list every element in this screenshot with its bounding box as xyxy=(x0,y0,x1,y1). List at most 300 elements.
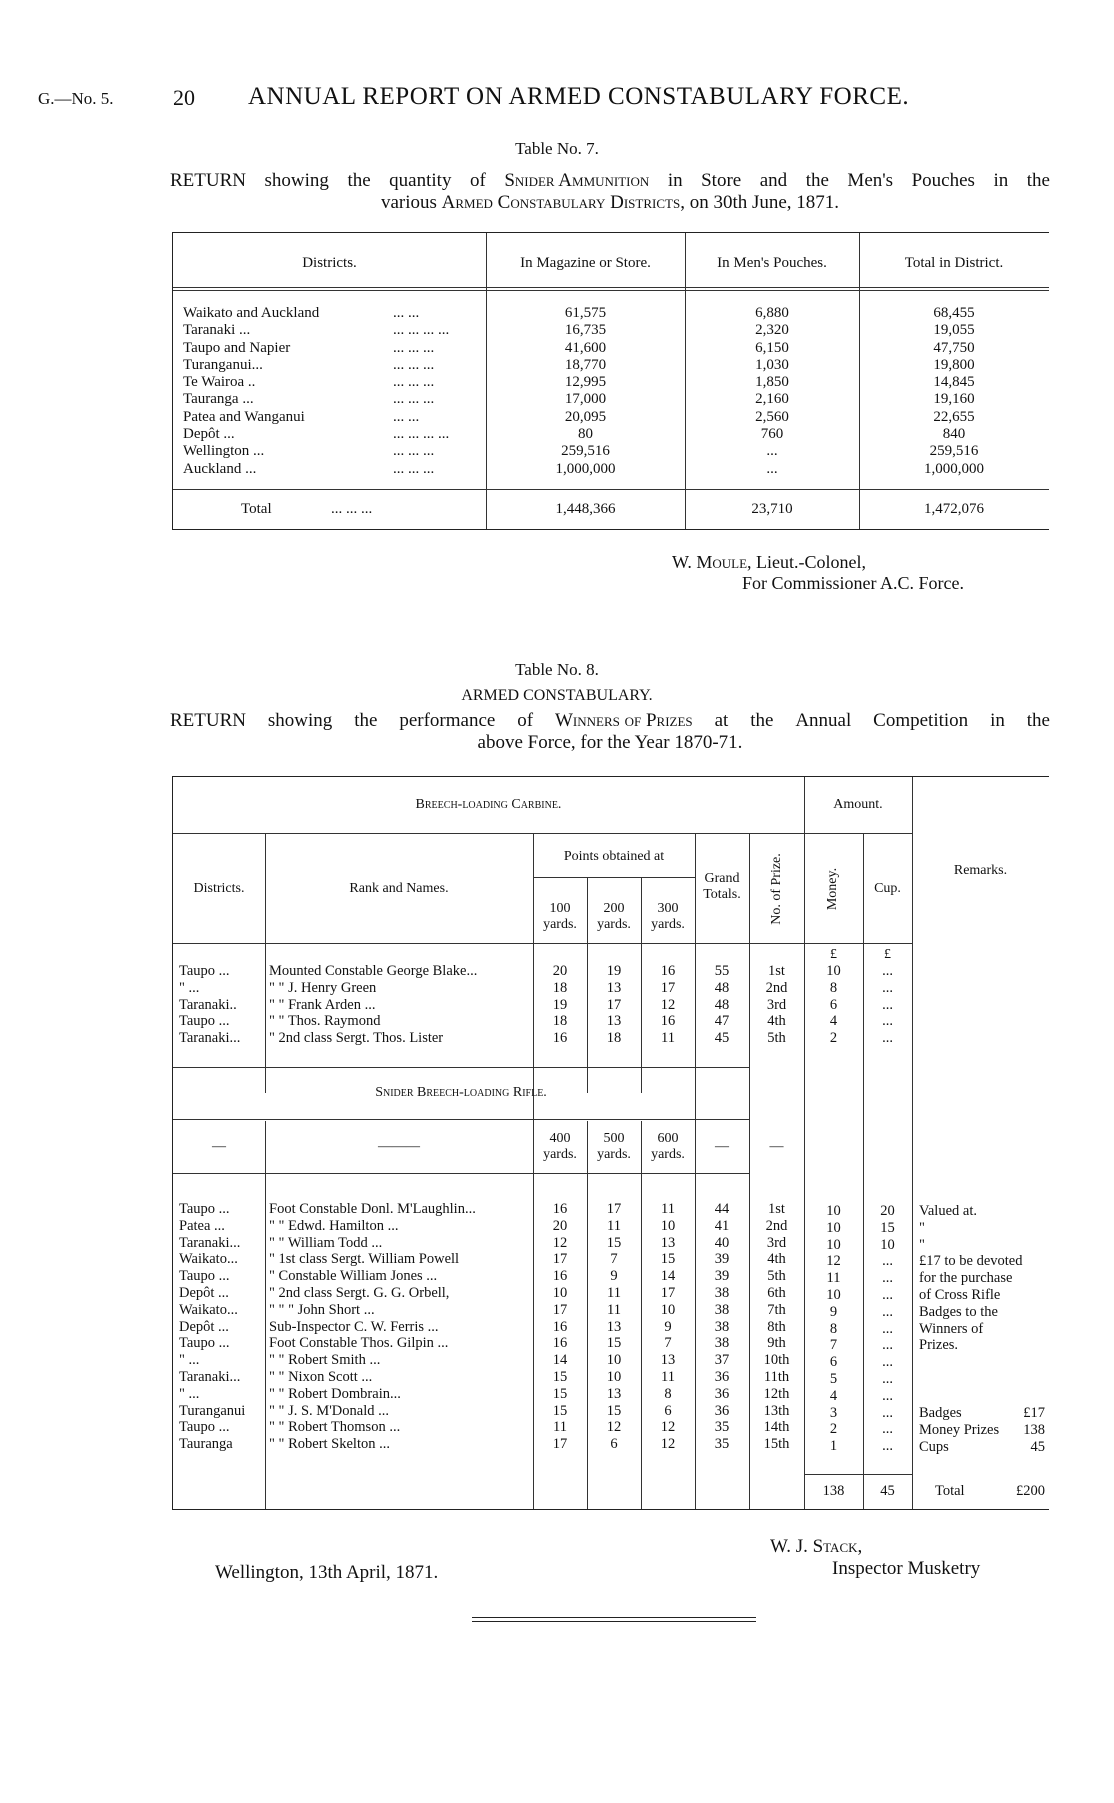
table7-return-line2: various Armed Constabulary Districts, on 30th June, 1871. xyxy=(380,192,840,213)
rifle-p3-cell: 9 xyxy=(664,1318,672,1335)
rifle-name-cell: " " Edwd. Hamilton ... xyxy=(269,1217,399,1234)
rifle-p3-cell: 14 xyxy=(660,1268,676,1285)
rifle-p3-cell: 8 xyxy=(664,1385,672,1402)
heading-word: and xyxy=(759,170,788,191)
carbine-p2-cell: 13 xyxy=(606,1013,622,1030)
rifle-cup-cell: ... xyxy=(882,1370,893,1387)
table7-total-store: 1,448,366 xyxy=(555,501,616,517)
rifle-name-cell: " " J. S. M'Donald ... xyxy=(269,1402,389,1419)
carbine-cup-cell: ... xyxy=(882,996,893,1013)
table7-districts-column xyxy=(183,305,363,478)
heading-word: the xyxy=(347,170,371,191)
table8-return-heading xyxy=(170,710,1050,754)
rifle-cup-cell: ... xyxy=(882,1337,893,1354)
table7-total-pouches: 23,710 xyxy=(751,501,793,517)
table7-district-cell: Auckland ... xyxy=(183,460,257,477)
rifle-total-cell: 38 xyxy=(714,1284,730,1301)
rifle-p3-cell: 11 xyxy=(661,1368,675,1385)
heading-word: Snider Ammunition xyxy=(504,170,650,191)
heading-word: showing xyxy=(264,170,329,191)
rifle-district-cell: " ... xyxy=(179,1385,200,1402)
rifle-name-cell: Foot Constable Thos. Gilpin ... xyxy=(269,1335,449,1352)
table7-signature xyxy=(672,552,964,594)
remarks-line: £17 to be devoted xyxy=(919,1253,1023,1270)
rifle-prize-cell: 5th xyxy=(767,1268,786,1285)
heading-word: in xyxy=(667,170,683,191)
heading-word: Annual xyxy=(795,710,852,731)
carbine-district-cell: Taupo ... xyxy=(179,963,230,979)
rifle-name-cell: Foot Constable Donl. M'Laughlin... xyxy=(269,1201,476,1217)
table7-store-cell: 20,095 xyxy=(564,408,607,425)
signatory xyxy=(770,1536,980,1580)
rifle-p1-cell: 20 xyxy=(552,1217,568,1234)
heading-word: Pouches xyxy=(911,170,975,191)
rifle-p1-cell: 16 xyxy=(552,1335,568,1352)
table7-leader-cell: ... ... ... xyxy=(393,339,435,356)
rifle-p2-cell: 15 xyxy=(606,1402,622,1419)
rifle-cup-cell: ... xyxy=(882,1404,893,1421)
table7-leader-cell: ... ... xyxy=(393,408,420,425)
rifle-prize-cell: 9th xyxy=(767,1335,786,1352)
table7-pouches-column xyxy=(685,305,859,478)
rifle-total-cell: 39 xyxy=(714,1251,730,1268)
header-range-200: 200 yards. xyxy=(597,901,631,932)
rifle-total-cell: 37 xyxy=(714,1352,730,1369)
rifle-total-cell: 44 xyxy=(714,1201,730,1217)
carbine-name-cell: " " J. Henry Green xyxy=(269,979,377,996)
table8-subcaption: ARMED CONSTABULARY. xyxy=(461,687,653,704)
rifle-p2-cell: 10 xyxy=(606,1368,622,1385)
table7-leader-cell: ... ... ... xyxy=(393,374,435,391)
total-cup: 45 xyxy=(880,1483,895,1499)
rifle-points-600 xyxy=(641,1201,695,1453)
table7-leader-dots xyxy=(393,305,483,478)
rifle-prize-cell: 15th xyxy=(763,1436,790,1453)
summary-value: 138 xyxy=(1023,1421,1045,1438)
rifle-money-cell: 7 xyxy=(829,1337,838,1354)
rifle-name-cell: " 1st class Sergt. William Powell xyxy=(269,1251,460,1268)
table7-leader-cell: ... ... ... ... xyxy=(393,322,450,339)
rifle-money-cell: 10 xyxy=(826,1236,841,1253)
rifle-p2-cell: 11 xyxy=(607,1301,621,1318)
header-range-500: 500 yards. xyxy=(597,1131,631,1162)
table7-return-heading xyxy=(170,170,1050,214)
table7-total-cell: 840 xyxy=(942,426,966,443)
rifle-name-cell: " 2nd class Sergt. G. G. Orbell, xyxy=(269,1284,450,1301)
table7-total-cell: 14,845 xyxy=(933,374,975,391)
carbine-name-cell: " 2nd class Sergt. Thos. Lister xyxy=(269,1030,444,1047)
header-range-600: 600 yards. xyxy=(651,1131,685,1162)
currency-cup: £ xyxy=(884,947,891,962)
rifle-p3-cell: 11 xyxy=(661,1201,675,1217)
section-carbine-title: Breech-loading Carbine. xyxy=(415,797,562,812)
table7-total-cell: 47,750 xyxy=(933,339,975,356)
place-date: Wellington, 13th April, 1871. xyxy=(215,1562,439,1583)
table7-leader-cell: ... ... ... xyxy=(393,391,435,408)
table7-caption: Table No. 7. xyxy=(515,139,599,158)
carbine-p3-cell: 16 xyxy=(660,963,676,979)
table7-total-cell: 19,800 xyxy=(933,356,975,373)
table7-district-cell: Waikato and Auckland xyxy=(183,305,320,321)
rifle-points-500 xyxy=(587,1201,641,1453)
rifle-p3-cell: 15 xyxy=(660,1251,676,1268)
table7-total-cell: 1,000,000 xyxy=(924,460,984,477)
heading-word: Competition xyxy=(873,710,969,731)
carbine-p3-cell: 11 xyxy=(661,1030,675,1047)
rifle-money-cell: 11 xyxy=(826,1270,841,1287)
summary-row xyxy=(919,1422,1045,1439)
rifle-district-cell: Turanganui xyxy=(179,1402,246,1419)
heading-word: showing xyxy=(267,710,333,731)
rifle-district-cell: Taupo ... xyxy=(179,1201,230,1217)
carbine-district-cell: Taranaki.. xyxy=(179,996,237,1013)
table7-total-dots: ... ... ... xyxy=(331,501,373,517)
table7-district-cell: Patea and Wanganui xyxy=(183,408,305,425)
rifle-name-cell: " " William Todd ... xyxy=(269,1234,383,1251)
carbine-money xyxy=(804,963,863,1047)
carbine-points-100 xyxy=(533,963,587,1047)
rifle-cup xyxy=(863,1203,912,1455)
carbine-p1-cell: 19 xyxy=(552,996,568,1013)
rifle-remarks xyxy=(919,1203,1045,1354)
rifle-dash-names: ——— xyxy=(378,1139,420,1154)
document-reference: G.—No. 5. xyxy=(38,89,114,108)
remarks-line: for the purchase xyxy=(919,1270,1013,1287)
carbine-p3-cell: 16 xyxy=(660,1013,676,1030)
rifle-total-cell: 38 xyxy=(714,1301,730,1318)
table7-store-cell: 80 xyxy=(578,426,593,443)
table7-pouches-cell: 6,150 xyxy=(755,339,789,356)
rifle-dash-district: — xyxy=(212,1139,226,1154)
rifle-grand-totals xyxy=(695,1201,749,1453)
table7-district-cell: Tauranga ... xyxy=(183,391,254,408)
heading-word: the xyxy=(1026,170,1050,191)
rifle-money xyxy=(804,1203,863,1455)
table8-return-line2: above Force, for the Year 1870-71. xyxy=(477,732,743,753)
rifle-cup-cell: ... xyxy=(882,1387,893,1404)
table7-store-cell: 16,735 xyxy=(564,322,607,339)
heading-word: Winners of Prizes xyxy=(554,710,693,731)
rifle-p1-cell: 17 xyxy=(552,1436,568,1453)
rifle-district-cell: Taupo ... xyxy=(179,1419,230,1436)
rifle-cup-cell: 20 xyxy=(880,1203,895,1219)
rifle-p3-cell: 10 xyxy=(660,1217,676,1234)
header-rank-names: Rank and Names. xyxy=(349,881,449,896)
rifle-prize-cell: 12th xyxy=(763,1385,790,1402)
rifle-p2-cell: 17 xyxy=(606,1201,622,1217)
rifle-money-cell: 3 xyxy=(829,1404,838,1421)
table7-pouches-cell: 1,850 xyxy=(755,374,789,391)
rifle-cup-cell: ... xyxy=(882,1354,893,1371)
carbine-p2-cell: 19 xyxy=(606,963,622,979)
heading-word: Store xyxy=(701,170,742,191)
rifle-money-cell: 9 xyxy=(829,1303,838,1320)
carbine-money-cell: 4 xyxy=(829,1013,838,1030)
rifle-cup-cell: ... xyxy=(882,1421,893,1438)
table8-caption: Table No. 8. xyxy=(515,660,599,679)
total-money: 138 xyxy=(822,1483,845,1499)
rifle-prize-cell: 7th xyxy=(767,1301,786,1318)
carbine-prize-cell: 2nd xyxy=(765,979,788,996)
rifle-districts xyxy=(179,1201,265,1453)
rifle-money-cell: 2 xyxy=(829,1421,838,1438)
closing-rule-bottom xyxy=(472,1621,756,1622)
table7-leader-cell: ... ... ... xyxy=(393,356,435,373)
rifle-cup-cell: 10 xyxy=(880,1236,895,1253)
summary-row xyxy=(919,1405,1045,1422)
heading-word: in xyxy=(993,170,1009,191)
carbine-cup-cell: ... xyxy=(882,979,893,996)
rifle-cup-cell: ... xyxy=(882,1320,893,1337)
rifle-money-cell: 6 xyxy=(829,1354,838,1371)
rifle-p1-cell: 15 xyxy=(552,1385,568,1402)
carbine-prize-cell: 5th xyxy=(767,1030,786,1047)
rifle-prize-cell: 11th xyxy=(763,1368,790,1385)
table7-pouches-cell: 2,560 xyxy=(755,408,789,425)
header-money: Money. xyxy=(825,867,840,911)
table7-signature-role: For Commissioner A.C. Force. xyxy=(742,573,965,593)
table7-header-districts: Districts. xyxy=(302,255,357,271)
rifle-prize-cell: 13th xyxy=(763,1402,790,1419)
rifle-prize-cell: 10th xyxy=(763,1352,790,1369)
carbine-p2-cell: 17 xyxy=(606,996,622,1013)
rifle-total-cell: 35 xyxy=(714,1436,730,1453)
carbine-cup-cell: ... xyxy=(882,1013,893,1030)
rifle-total-cell: 36 xyxy=(714,1402,730,1419)
table7-store-cell: 61,575 xyxy=(564,305,607,321)
rifle-cup-cell: 15 xyxy=(880,1219,895,1236)
signatory-role: Inspector Musketry xyxy=(832,1558,981,1579)
header-grand-totals: Grand Totals. xyxy=(703,871,741,902)
header-no-of-prize: No. of Prize. xyxy=(769,853,784,925)
summary-label: Money Prizes xyxy=(919,1421,1000,1438)
table7-district-cell: Taranaki ... xyxy=(183,322,251,339)
rifle-district-cell: Waikato... xyxy=(179,1301,238,1318)
header-cup: Cup. xyxy=(874,881,901,896)
rifle-district-cell: Depôt ... xyxy=(179,1284,229,1301)
carbine-money-cell: 8 xyxy=(829,979,838,996)
rifle-money-cell: 8 xyxy=(829,1320,838,1337)
rifle-district-cell: Waikato... xyxy=(179,1251,238,1268)
rifle-p1-cell: 16 xyxy=(552,1268,568,1285)
table7-pouches-cell: 2,320 xyxy=(755,322,789,339)
rifle-cup-cell: ... xyxy=(882,1253,893,1270)
rifle-name-cell: " " Nixon Scott ... xyxy=(269,1368,373,1385)
rifle-points-400 xyxy=(533,1201,587,1453)
carbine-prize-cell: 4th xyxy=(767,1013,786,1030)
remarks-line: Badges to the xyxy=(919,1303,998,1320)
carbine-p3-cell: 17 xyxy=(660,979,676,996)
carbine-points-200 xyxy=(587,963,641,1047)
table7-pouches-cell: 2,160 xyxy=(755,391,789,408)
table7-district-cell: Taupo and Napier xyxy=(183,339,291,356)
rifle-p1-cell: 14 xyxy=(552,1352,568,1369)
header-remarks: Remarks. xyxy=(953,863,1008,878)
carbine-district-cell: " ... xyxy=(179,979,200,996)
rifle-p2-cell: 9 xyxy=(610,1268,618,1285)
summary-label: Cups xyxy=(919,1438,949,1455)
rifle-district-cell: Patea ... xyxy=(179,1217,225,1234)
rifle-name-cell: " Constable William Jones ... xyxy=(269,1268,438,1285)
heading-word: the xyxy=(1026,710,1050,731)
rifle-total-cell: 38 xyxy=(714,1335,730,1352)
rifle-p2-cell: 7 xyxy=(610,1251,618,1268)
carbine-prize-numbers xyxy=(749,963,804,1047)
rifle-prize-cell: 4th xyxy=(767,1251,786,1268)
table7-pouches-cell: ... xyxy=(766,443,778,460)
rifle-p1-cell: 17 xyxy=(552,1301,568,1318)
rifle-p1-cell: 17 xyxy=(552,1251,568,1268)
table7-pouches-cell: 760 xyxy=(760,426,784,443)
rifle-total-cell: 35 xyxy=(714,1419,730,1436)
carbine-names xyxy=(269,963,531,1047)
currency-money: £ xyxy=(830,947,837,962)
heading-word: in xyxy=(990,710,1005,731)
rifle-dash-total: — xyxy=(715,1139,729,1154)
carbine-cup-cell: ... xyxy=(882,963,893,979)
rifle-money-cell: 12 xyxy=(826,1253,841,1270)
carbine-prize-cell: 3rd xyxy=(766,996,787,1013)
page-title: ANNUAL REPORT ON ARMED CONSTABULARY FORCE. xyxy=(248,83,910,110)
remarks-line: Valued at. xyxy=(919,1203,977,1219)
rifle-district-cell: Depôt ... xyxy=(179,1318,229,1335)
table8-return-line1 xyxy=(170,710,1050,732)
rifle-dash-prize: — xyxy=(769,1139,784,1154)
heading-word: of xyxy=(517,710,534,731)
carbine-cup-cell: ... xyxy=(882,1030,893,1047)
heading-word: performance xyxy=(399,710,496,731)
rifle-prize-numbers xyxy=(749,1201,804,1453)
rifle-name-cell: " " " John Short ... xyxy=(269,1301,375,1318)
carbine-total-cell: 55 xyxy=(714,963,730,979)
rifle-money-cell: 10 xyxy=(826,1286,841,1303)
page-number: 20 xyxy=(173,85,195,110)
carbine-p1-cell: 18 xyxy=(552,979,568,996)
carbine-total-cell: 48 xyxy=(714,996,730,1013)
rifle-p3-cell: 13 xyxy=(660,1234,676,1251)
rifle-prize-cell: 8th xyxy=(767,1318,786,1335)
carbine-name-cell: " " Frank Arden ... xyxy=(269,996,376,1013)
table8 xyxy=(172,776,1049,1510)
rifle-p2-cell: 15 xyxy=(606,1234,622,1251)
carbine-p3-cell: 12 xyxy=(660,996,676,1013)
rifle-p3-cell: 12 xyxy=(660,1419,676,1436)
rifle-name-cell: " " Robert Skelton ... xyxy=(269,1436,390,1453)
header-range-300: 300 yards. xyxy=(651,901,685,932)
heading-word: RETURN xyxy=(170,710,246,731)
remarks-line: Prizes. xyxy=(919,1337,959,1354)
rifle-p1-cell: 15 xyxy=(552,1402,568,1419)
rifle-name-cell: " " Robert Smith ... xyxy=(269,1352,381,1369)
carbine-name-cell: Mounted Constable George Blake... xyxy=(269,963,478,979)
table7-return-line1 xyxy=(170,170,1050,192)
rifle-prize-cell: 6th xyxy=(767,1284,786,1301)
rifle-p2-cell: 11 xyxy=(607,1284,621,1301)
heading-word: the xyxy=(750,710,774,731)
rifle-money-cell: 10 xyxy=(826,1219,841,1236)
heading-word: quantity xyxy=(389,170,452,191)
table7 xyxy=(172,232,1049,530)
heading-word: at xyxy=(714,710,729,731)
rifle-prize-cell: 3rd xyxy=(766,1234,787,1251)
carbine-p2-cell: 18 xyxy=(606,1030,622,1047)
table7-total-cell: 259,516 xyxy=(929,443,979,460)
rifle-cup-cell: ... xyxy=(882,1303,893,1320)
rifle-p3-cell: 7 xyxy=(664,1335,672,1352)
table7-store-cell: 12,995 xyxy=(564,374,607,391)
carbine-p1-cell: 20 xyxy=(552,963,568,979)
rifle-names xyxy=(269,1201,531,1453)
rifle-name-cell: " " Robert Dombrain... xyxy=(269,1385,401,1402)
table7-pouches-cell: 1,030 xyxy=(755,356,789,373)
carbine-grand-totals xyxy=(695,963,749,1047)
grand-total-value: £200 xyxy=(1016,1483,1045,1499)
table7-pouches-cell: ... xyxy=(766,460,778,477)
header-districts: Districts. xyxy=(193,881,245,896)
rifle-total-cell: 36 xyxy=(714,1385,730,1402)
remarks-line: " xyxy=(919,1219,925,1236)
carbine-money-cell: 10 xyxy=(826,963,841,979)
table7-total-cell: 19,160 xyxy=(933,391,975,408)
table7-signature-name: W. Moule, Lieut.-Colonel, xyxy=(672,552,866,572)
rifle-total-cell: 38 xyxy=(714,1318,730,1335)
rifle-cup-cell: ... xyxy=(882,1286,893,1303)
rifle-name-cell: " " Robert Thomson ... xyxy=(269,1419,401,1436)
summary-value: £17 xyxy=(1023,1405,1045,1421)
carbine-p2-cell: 13 xyxy=(606,979,622,996)
rifle-p2-cell: 6 xyxy=(610,1436,618,1453)
section-rifle-title: Snider Breech-loading Rifle. xyxy=(375,1085,547,1100)
table7-leader-cell: ... ... ... xyxy=(393,460,435,477)
grand-total xyxy=(935,1483,1045,1500)
carbine-total-cell: 47 xyxy=(714,1013,730,1030)
rifle-district-cell: Taupo ... xyxy=(179,1335,230,1352)
rifle-money-cell: 5 xyxy=(829,1370,838,1387)
table7-store-cell: 259,516 xyxy=(561,443,610,460)
heading-word: Men's xyxy=(847,170,894,191)
table7-total-total: 1,472,076 xyxy=(924,501,984,517)
rifle-total-cell: 40 xyxy=(714,1234,730,1251)
carbine-money-cell: 6 xyxy=(829,996,838,1013)
table7-store-column xyxy=(486,305,685,478)
rifle-p3-cell: 17 xyxy=(660,1284,676,1301)
rifle-prize-cell: 14th xyxy=(763,1419,790,1436)
heading-word: of xyxy=(469,170,486,191)
table7-total-cell: 68,455 xyxy=(933,305,975,321)
carbine-district-cell: Taranaki... xyxy=(179,1030,241,1047)
carbine-total-cell: 48 xyxy=(714,979,730,996)
heading-word: RETURN xyxy=(170,170,246,191)
rifle-cup-cell: ... xyxy=(882,1270,893,1287)
rifle-prize-cell: 1st xyxy=(768,1201,785,1217)
table7-total-label: Total xyxy=(241,501,272,517)
carbine-p1-cell: 18 xyxy=(552,1013,568,1030)
prize-summary xyxy=(919,1405,1045,1455)
table7-header-store: In Magazine or Store. xyxy=(520,255,651,271)
table7-total-cell: 22,655 xyxy=(933,408,975,425)
summary-value: 45 xyxy=(1030,1438,1045,1455)
amount-header: Amount. xyxy=(833,797,883,812)
remarks-line: " xyxy=(919,1236,925,1253)
rifle-p3-cell: 12 xyxy=(660,1436,676,1453)
heading-word: the xyxy=(805,170,829,191)
rifle-p1-cell: 11 xyxy=(553,1419,567,1436)
rifle-p2-cell: 13 xyxy=(606,1318,622,1335)
rifle-p2-cell: 10 xyxy=(606,1352,622,1369)
carbine-name-cell: " " Thos. Raymond xyxy=(269,1013,381,1030)
rifle-p3-cell: 6 xyxy=(664,1402,672,1419)
table7-district-cell: Depôt ... xyxy=(183,426,235,443)
